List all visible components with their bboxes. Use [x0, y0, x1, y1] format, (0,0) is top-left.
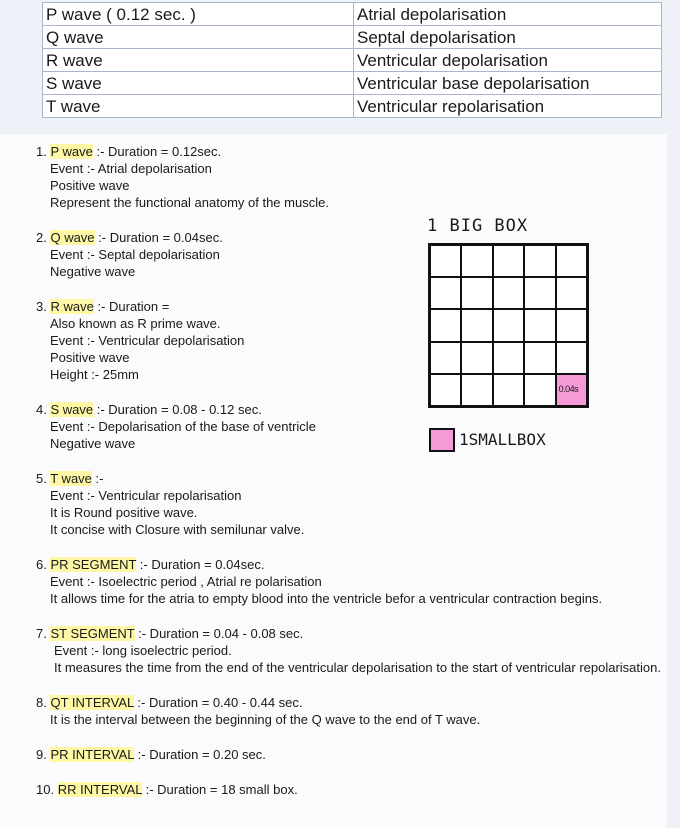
small-box-duration: 0.04s	[558, 383, 579, 394]
grid-cell	[493, 309, 524, 341]
event-cell: Ventricular depolarisation	[354, 49, 662, 72]
note-number: 4.	[36, 402, 47, 417]
note-line: Event :- Ventricular depolarisation	[50, 333, 245, 348]
note-t-wave	[36, 470, 661, 538]
note-duration: :- Duration = 0.40 - 0.44 sec.	[133, 695, 303, 710]
grid-cell	[430, 245, 461, 277]
note-duration: :- Duration =	[93, 299, 170, 314]
note-line: Event :- Septal depolarisation	[50, 247, 220, 262]
event-cell: Ventricular repolarisation	[354, 95, 662, 118]
note-term: S wave	[50, 402, 94, 417]
note-line: Event :- Ventricular repolarisation	[50, 488, 242, 503]
note-duration: :- Duration = 0.08 - 0.12 sec.	[93, 402, 262, 417]
grid-cell	[461, 309, 492, 341]
grid-cell	[524, 245, 555, 277]
table-row	[43, 3, 662, 26]
note-number: 3.	[36, 299, 47, 314]
note-line: Negative wave	[50, 436, 136, 451]
table-row	[43, 26, 662, 49]
page-edge	[667, 134, 680, 828]
grid-cell	[430, 309, 461, 341]
note-rr-interval	[36, 781, 661, 798]
grid-cell	[493, 342, 524, 374]
note-pr-segment	[36, 556, 661, 607]
note-duration: :- Duration = 0.04sec.	[136, 557, 265, 572]
note-duration: :- Duration = 0.20 sec.	[134, 747, 266, 762]
table-row	[43, 49, 662, 72]
note-term: Q wave	[50, 230, 95, 245]
note-line: It concise with Closure with semilunar valve.	[50, 522, 305, 537]
grid-cell	[461, 342, 492, 374]
note-p-wave	[36, 143, 661, 211]
grid-cell	[461, 374, 492, 406]
wave-cell: R wave	[43, 49, 354, 72]
grid-cell	[461, 277, 492, 309]
note-duration: :- Duration = 0.12sec.	[92, 144, 222, 159]
wave-cell: S wave	[43, 72, 354, 95]
note-line: Event :- Depolarisation of the base of ventricle	[50, 419, 316, 434]
event-cell: Septal depolarisation	[354, 26, 662, 49]
grid-cell	[493, 374, 524, 406]
grid-cell	[556, 245, 587, 277]
note-line: Positive wave	[50, 178, 130, 193]
note-term: R wave	[50, 299, 94, 314]
note-duration: :- Duration = 0.04sec.	[94, 230, 223, 245]
note-line: Positive wave	[50, 350, 130, 365]
note-number: 2.	[36, 230, 47, 245]
note-line: Also known as R prime wave.	[50, 316, 221, 331]
grid-cell	[430, 374, 461, 406]
note-duration: :- Duration = 18 small box.	[141, 782, 298, 797]
note-number: 6.	[36, 557, 47, 572]
note-term: PR INTERVAL	[50, 747, 135, 762]
note-number: 8.	[36, 695, 47, 710]
wave-cell: P wave ( 0.12 sec. )	[43, 3, 354, 26]
table-row	[43, 95, 662, 118]
grid-cell	[493, 245, 524, 277]
grid-cell	[556, 277, 587, 309]
grid-cell	[524, 342, 555, 374]
note-term: T wave	[50, 471, 92, 486]
wave-cell: T wave	[43, 95, 354, 118]
note-line: Event :- long isoelectric period.	[54, 643, 232, 658]
small-box-legend-swatch	[429, 428, 455, 452]
note-line: Height :- 25mm	[50, 367, 139, 382]
note-number: 1.	[36, 144, 47, 159]
note-line: Event :- Atrial depolarisation	[50, 161, 212, 176]
grid-cell	[493, 277, 524, 309]
note-line: It allows time for the atria to empty blood into the ventricle befor a ventricular contraction begins.	[50, 591, 603, 606]
diagram-title: 1 BIG BOX	[427, 216, 529, 236]
event-cell: Atrial depolarisation	[354, 3, 662, 26]
wave-cell: Q wave	[43, 26, 354, 49]
note-line: It is Round positive wave.	[50, 505, 198, 520]
ecg-waves-table	[42, 2, 662, 118]
note-st-segment	[36, 625, 661, 676]
table-row	[43, 72, 662, 95]
note-number: 5.	[36, 471, 47, 486]
grid-cell	[461, 245, 492, 277]
grid-cell	[524, 374, 555, 406]
small-box-cell	[556, 374, 587, 406]
note-number: 9.	[36, 747, 47, 762]
grid-cell	[524, 309, 555, 341]
grid-cell	[524, 277, 555, 309]
note-term: PR SEGMENT	[50, 557, 137, 572]
event-cell: Ventricular base depolarisation	[354, 72, 662, 95]
note-pr-interval	[36, 746, 661, 763]
note-term: RR INTERVAL	[57, 782, 142, 797]
note-line: It measures the time from the end of the ventricular depolarisation to the start of ventricular repolarisation.	[54, 660, 661, 675]
grid-cell	[430, 277, 461, 309]
note-duration: :- Duration = 0.04 - 0.08 sec.	[134, 626, 304, 641]
small-box-legend-label: 1SMALLBOX	[459, 430, 546, 449]
note-qt-interval	[36, 694, 661, 728]
note-line: It is the interval between the beginning of the Q wave to the end of T wave.	[50, 712, 481, 727]
grid-cell	[556, 342, 587, 374]
note-number: 7.	[36, 626, 47, 641]
note-line: Event :- Isoelectric period , Atrial re polarisation	[50, 574, 322, 589]
note-line: Negative wave	[50, 264, 136, 279]
note-number: 10.	[36, 782, 55, 797]
grid-cell	[430, 342, 461, 374]
big-box-diagram	[425, 212, 595, 462]
note-term: ST SEGMENT	[50, 626, 135, 641]
grid-cell	[556, 309, 587, 341]
big-box-grid	[428, 243, 589, 408]
note-term: P wave	[50, 144, 93, 159]
note-duration: :-	[91, 471, 104, 486]
note-term: QT INTERVAL	[50, 695, 134, 710]
note-line: Represent the functional anatomy of the muscle.	[50, 195, 329, 210]
